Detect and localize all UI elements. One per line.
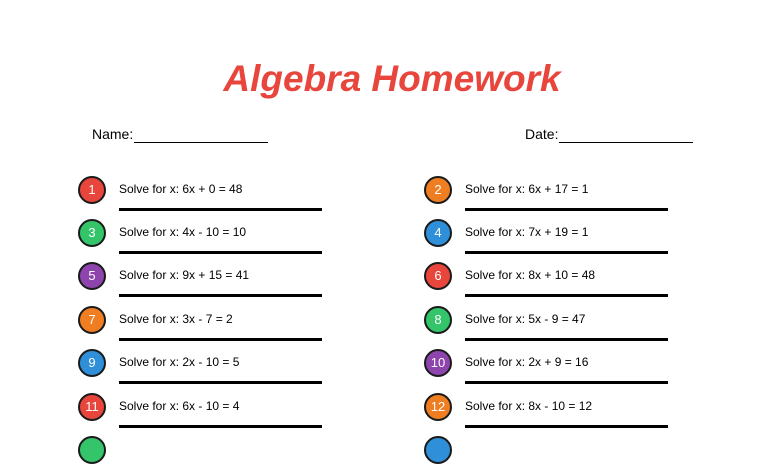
problem-item (424, 219, 674, 259)
problem-number-badge: 4 (424, 219, 452, 247)
problem-number-badge: 12 (424, 393, 452, 421)
answer-line[interactable] (119, 381, 322, 384)
problem-item (78, 176, 328, 216)
problem-number-badge: 7 (78, 306, 106, 334)
problem-prompt: Solve for x: 6x + 0 = 48 (119, 182, 243, 196)
problem-prompt: Solve for x: 9x + 15 = 41 (119, 268, 250, 282)
problem-prompt: Solve for x: 4x - 10 = 10 (119, 225, 247, 239)
problem-number-badge: 1 (78, 176, 106, 204)
date-field[interactable] (525, 125, 693, 143)
problem-item (424, 393, 674, 433)
date-label: Date: (525, 126, 559, 142)
problem-number-badge: 2 (424, 176, 452, 204)
name-field[interactable] (92, 125, 268, 143)
problem-number-badge: 3 (78, 219, 106, 247)
problem-item (78, 219, 328, 259)
answer-line[interactable] (119, 251, 322, 254)
problem-prompt: Solve for x: 8x + 10 = 48 (465, 268, 596, 282)
answer-line[interactable] (465, 208, 668, 211)
answer-line[interactable] (465, 294, 668, 297)
problem-number-badge: 11 (78, 393, 106, 421)
problem-item (424, 349, 674, 389)
problem-number-badge: 10 (424, 349, 452, 377)
answer-line[interactable] (119, 208, 322, 211)
problem-item (424, 262, 674, 302)
problem-item (424, 436, 674, 476)
answer-line[interactable] (465, 425, 668, 428)
problem-number-badge: 8 (424, 306, 452, 334)
problem-item (78, 262, 328, 302)
answer-line[interactable] (465, 381, 668, 384)
problem-item (78, 436, 328, 476)
answer-line[interactable] (119, 425, 322, 428)
problem-number-badge: 6 (424, 262, 452, 290)
problem-prompt: Solve for x: 7x + 19 = 1 (465, 225, 589, 239)
problem-number-badge: 9 (78, 349, 106, 377)
problem-number-badge (78, 436, 106, 464)
answer-line[interactable] (465, 338, 668, 341)
problem-prompt: Solve for x: 3x - 7 = 2 (119, 312, 233, 326)
name-blank-line[interactable] (134, 128, 268, 143)
date-blank-line[interactable] (559, 128, 693, 143)
problem-number-badge: 5 (78, 262, 106, 290)
answer-line[interactable] (119, 338, 322, 341)
name-label: Name: (92, 126, 134, 142)
answer-line[interactable] (465, 251, 668, 254)
page-title: Algebra Homework (223, 58, 561, 99)
problem-prompt: Solve for x: 8x - 10 = 12 (465, 399, 593, 413)
problem-prompt: Solve for x: 2x + 9 = 16 (465, 355, 589, 369)
problem-prompt: Solve for x: 6x - 10 = 4 (119, 399, 240, 413)
problem-item (424, 306, 674, 346)
problem-prompt: Solve for x: 2x - 10 = 5 (119, 355, 240, 369)
problem-item (78, 393, 328, 433)
problem-number-badge (424, 436, 452, 464)
problem-item (424, 176, 674, 216)
problem-prompt: Solve for x: 6x + 17 = 1 (465, 182, 589, 196)
problem-item (78, 349, 328, 389)
problem-item (78, 306, 328, 346)
problem-prompt: Solve for x: 5x - 9 = 47 (465, 312, 586, 326)
answer-line[interactable] (119, 294, 322, 297)
